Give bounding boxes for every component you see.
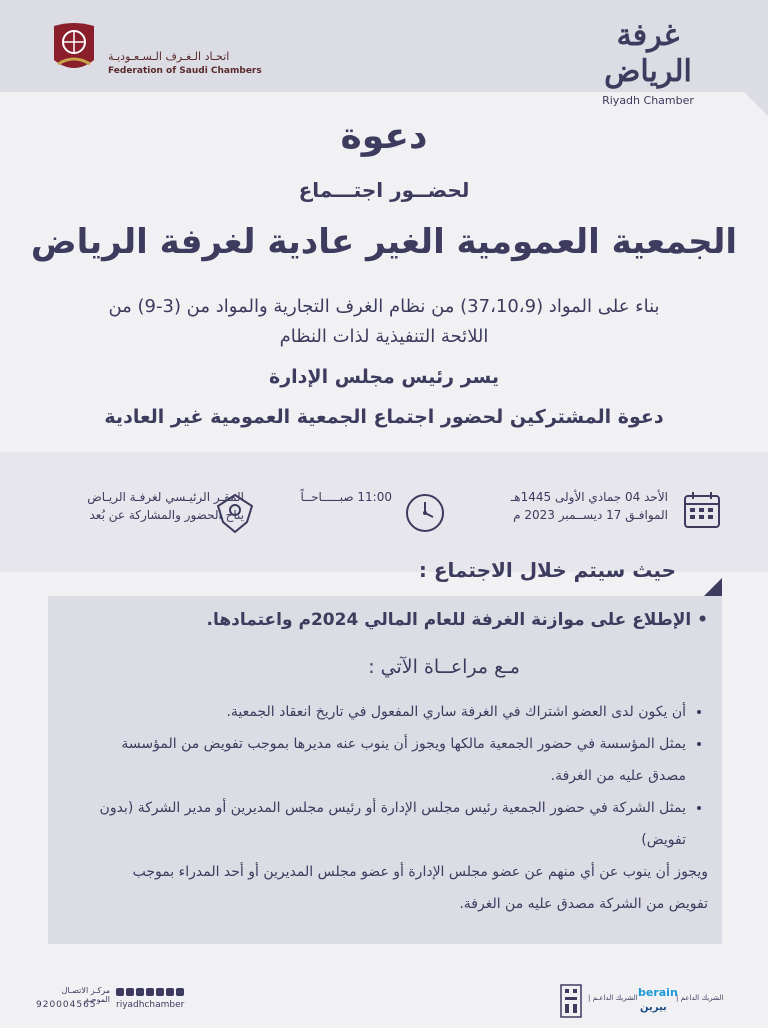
sponsor-logo-icon	[560, 984, 582, 1018]
delegation-note: ويجوز أن ينوب عن أي منهم عن عضو مجلس الإدارة أو عضو مجلس المديرين أو أحد المدراء بموجب تفويض من الشركة مصدق عليه من الغرفة.	[132, 864, 708, 912]
contact-center-label: مركـز الاتصـال الموحـد	[61, 986, 110, 1004]
agenda-item: • الإطلاع على موازنة الغرفة للعام المالي 2024م واعتمادها.	[206, 610, 708, 630]
contact-number: 920004565	[36, 1000, 97, 1010]
place-remote: يتاح الحضور والمشاركة عن بُعد	[89, 508, 244, 522]
agenda-title: حيث سيتم خلال الاجتماع :	[418, 558, 676, 582]
berain-logo-ar: بيرين	[640, 1002, 667, 1013]
chairman-line: يسر رئيس مجلس الإدارة	[269, 366, 499, 388]
riyadh-chamber-name-ar: غرفة الرياض	[604, 18, 692, 89]
attend-meeting-subtitle: لحضــور اجتـــماع	[298, 178, 470, 202]
social-handle: riyadhchamber	[116, 1000, 185, 1010]
federation-logo	[48, 20, 262, 80]
condition-item: • أن يكون لدى العضو اشتراك في الغرفة ساري المفعول في تاريخ انعقاد الجمعية.	[98, 696, 686, 728]
condition-item: • يمثل المؤسسة في حضور الجمعية مالكها ويجوز أن ينوب عنه مديرها بموجب تفويض من المؤسسة مصدق عليه من الغرفة.	[98, 728, 686, 792]
invite-members-line: دعوة المشتركين لحضور اجتماع الجمعية العمومية غير العادية	[104, 406, 664, 428]
federation-name-ar: اتحـاد الـغـرف الـسـعـوديـة	[108, 50, 230, 63]
calendar-icon	[682, 490, 722, 530]
footer	[0, 980, 768, 1028]
meeting-time: 11:00 صبـــــاحــاً	[300, 490, 392, 504]
meeting-place	[44, 488, 244, 524]
conditions-list	[98, 696, 708, 920]
header-band	[0, 0, 768, 107]
strategic-partner-label: الشريك الداعم |	[676, 994, 724, 1002]
berain-logo-en: berain	[638, 986, 678, 999]
federation-emblem-icon	[48, 20, 100, 76]
place-hq: المقـر الرئيـسي لغرفـة الريـاض	[87, 490, 244, 504]
date-gregorian: الموافـق 17 ديســمبر 2023 م	[513, 508, 668, 522]
riyadh-chamber-logo	[568, 18, 728, 107]
assembly-title: الجمعية العمومية الغير عادية لغرفة الرياض	[30, 222, 738, 262]
social-media-icons	[116, 988, 184, 996]
header-corner-decoration	[744, 92, 768, 116]
clock-icon	[404, 492, 446, 534]
legal-basis-text: بناء على المواد (37،10،9) من نظام الغرف التجارية والمواد من (3-9) من اللائحة التنفيذية لذات النظام	[108, 296, 660, 347]
invitation-title: دعوة	[340, 116, 428, 157]
panel-notch-decoration	[704, 578, 722, 596]
meeting-date	[478, 488, 668, 524]
date-hijri: الأحد 04 جمادي الأولى 1445هـ	[510, 490, 668, 504]
condition-item: • يمثل الشركة في حضور الجمعية رئيس مجلس الإدارة أو رئيس مجلس المديرين أو مدير الشركة (بدون تفويض)	[98, 792, 686, 856]
sponsor-label: الشريك الداعـم |	[588, 994, 638, 1002]
federation-name-en: Federation of Saudi Chambers	[108, 66, 262, 76]
riyadh-chamber-name-en: Riyadh Chamber	[602, 94, 694, 107]
considerations-title: مـع مراعــاة الآتي :	[368, 656, 520, 678]
